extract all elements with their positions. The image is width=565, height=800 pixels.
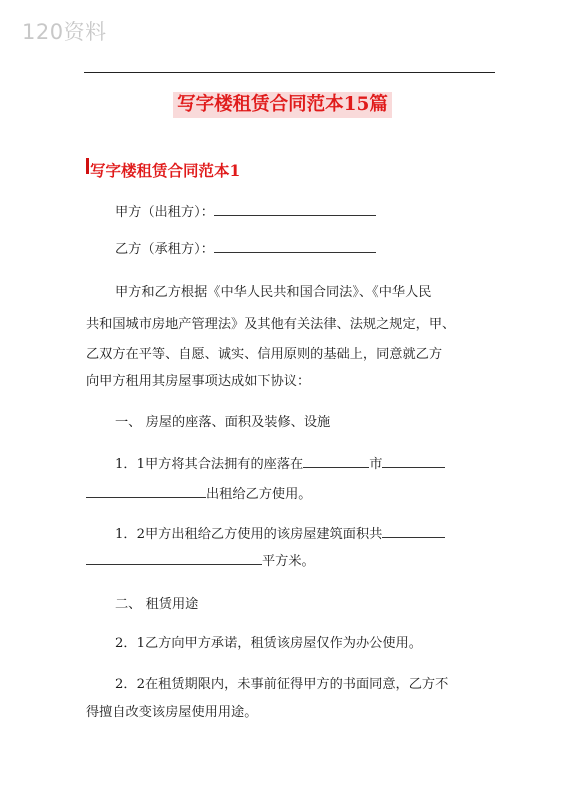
- clause-1-2-prefix: 1．2甲方出租给乙方使用的该房屋建筑面积共: [115, 527, 383, 542]
- header-rule: [84, 72, 495, 73]
- clause-1-1-blank-c: [86, 483, 206, 498]
- clause-1-1-suffix: 出租给乙方使用。: [206, 487, 312, 502]
- clause-1-1-blank-a: [303, 453, 369, 468]
- clause-1-2-blank-a: [382, 523, 445, 538]
- clause-1-1-prefix: 1．1甲方将其合法拥有的座落在: [115, 457, 304, 472]
- clause-1-2-line-2: [86, 549, 496, 575]
- party-a-label: 甲方（出租方）：: [115, 205, 214, 220]
- intro-line-2: 共和国城市房地产管理法》及其他有关法律、法规之规定，甲、: [86, 317, 456, 332]
- intro-line-3: 乙双方在平等、自愿、诚实、信用原则的基础上，同意就乙方: [86, 347, 443, 362]
- clause-1-1-line-2: [86, 482, 496, 508]
- party-b-line: [86, 237, 525, 263]
- party-b-blank: [214, 238, 376, 253]
- party-a-blank: [214, 201, 376, 216]
- clause-2-2-line-1: 2．2在租赁期限内，未事前征得甲方的书面同意，乙方不: [115, 677, 449, 692]
- party-b-label: 乙方（承租方）：: [115, 242, 214, 257]
- intro-line-1: 甲方和乙方根据《中华人民共和国合同法》、《中华人民: [115, 285, 432, 300]
- document-title: [0, 92, 565, 118]
- clause-1-heading: 一、 房屋的座落、面积及装修、设施: [115, 415, 331, 430]
- clause-1-2-blank-b: [86, 550, 262, 565]
- clause-1-1-line-1: [86, 452, 525, 478]
- clause-2-1: 2．1乙方向甲方承诺，租赁该房屋仅作为办公使用。: [115, 636, 422, 651]
- clause-1-1-blank-b: [382, 453, 445, 468]
- clause-1-1-mid: 市: [369, 457, 383, 472]
- document-title-text: 写字楼租赁合同范本15篇: [173, 92, 392, 118]
- clause-1-2-line-1: [86, 522, 525, 548]
- clause-2-heading: 二、 租赁用途: [115, 597, 199, 612]
- watermark-text: 120资料: [22, 20, 107, 44]
- section-heading: 写字楼租赁合同范本1: [86, 161, 240, 181]
- intro-line-4: 向甲方租用其房屋事项达成如下协议：: [86, 374, 311, 389]
- party-a-line: [86, 200, 525, 226]
- clause-1-2-suffix: 平方米。: [262, 554, 315, 569]
- clause-2-2-line-2: 得擅自改变该房屋使用用途。: [86, 705, 258, 720]
